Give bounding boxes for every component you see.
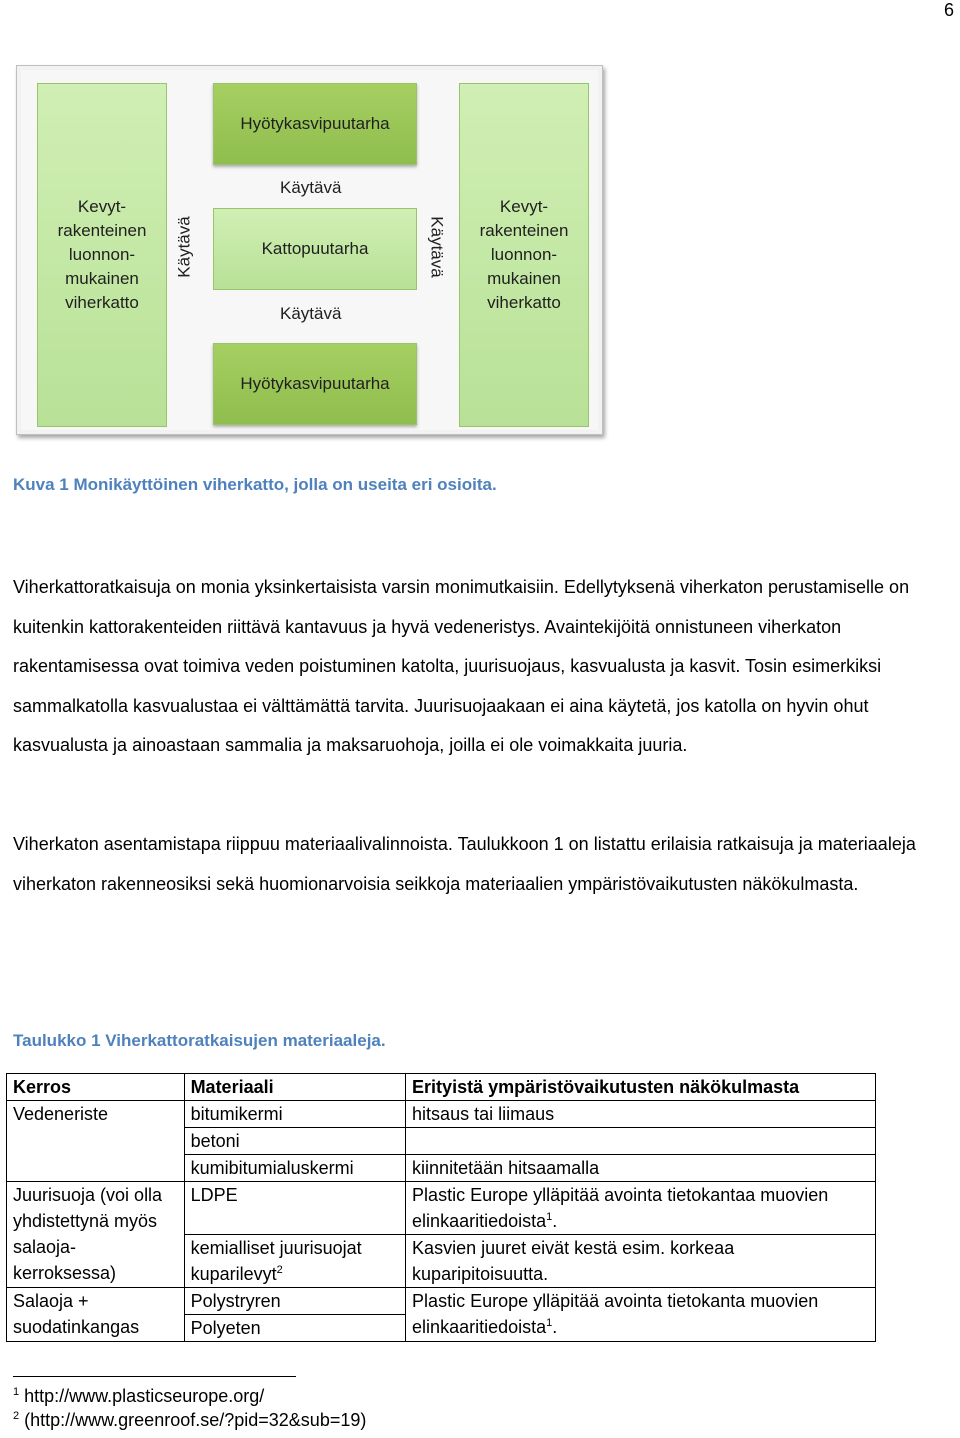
cell-material: betoni bbox=[184, 1128, 405, 1155]
footnote-ref: 1 bbox=[546, 1211, 553, 1223]
left-box-line: viherkatto bbox=[65, 293, 139, 312]
cell-layer: Vedeneriste bbox=[7, 1101, 185, 1182]
cell-layer: Salaoja + suodatinkangas bbox=[7, 1288, 185, 1342]
top-garden-label: Hyötykasvipuutarha bbox=[240, 114, 390, 133]
note-end: . bbox=[552, 1211, 558, 1231]
walkway-bottom-label: Käytävä bbox=[280, 304, 342, 323]
cell-material: kemialliset juurisuojat bbox=[184, 1235, 405, 1262]
footnote-ref: 1 bbox=[546, 1317, 553, 1329]
top-garden-box bbox=[213, 83, 417, 165]
note-end: . bbox=[552, 1317, 558, 1337]
footnote-separator bbox=[13, 1376, 296, 1377]
footnote-link[interactable]: http://www.plasticseurope.org/ bbox=[24, 1386, 265, 1406]
material-text: kuparilevyt bbox=[190, 1264, 277, 1284]
header-layer: Kerros bbox=[7, 1074, 185, 1101]
footnote-number: 2 bbox=[13, 1410, 20, 1422]
note-text: Plastic Europe ylläpitää avointa tietokantaa muovien elinkaaritiedoista bbox=[412, 1185, 829, 1231]
cell-material: LDPE bbox=[184, 1182, 405, 1235]
right-box-line: rakenteinen bbox=[479, 221, 569, 240]
cell-note bbox=[406, 1288, 876, 1342]
left-box-line: luonnon- bbox=[68, 245, 136, 264]
cell-material: Polystryren bbox=[184, 1288, 405, 1315]
cell-note bbox=[406, 1182, 876, 1235]
table-header-row bbox=[7, 1074, 876, 1101]
walkway-top-label: Käytävä bbox=[280, 178, 342, 197]
footnote-number: 1 bbox=[13, 1386, 20, 1398]
cell-layer: Juurisuoja (voi olla yhdistettynä myös salaoja-kerroksessa) bbox=[7, 1182, 185, 1288]
walkway-right-label: Käytävä bbox=[427, 216, 447, 278]
header-material: Materiaali bbox=[184, 1074, 405, 1101]
page-number: 6 bbox=[943, 0, 954, 20]
right-box-line: mukainen bbox=[487, 269, 561, 288]
left-green-roof-box bbox=[37, 83, 167, 427]
right-box-line: viherkatto bbox=[487, 293, 561, 312]
cell-material: kumibitumialuskermi bbox=[184, 1155, 405, 1182]
footnote bbox=[13, 1410, 366, 1431]
header-environment: Erityistä ympäristövaikutusten näkökulmasta bbox=[406, 1074, 876, 1101]
footnote-link[interactable]: (http://www.greenroof.se/?pid=32&sub=19) bbox=[24, 1410, 367, 1430]
figure-caption: Kuva 1 Monikäyttöinen viherkatto, jolla on useita eri osioita. bbox=[13, 475, 497, 494]
left-box-line: mukainen bbox=[65, 269, 139, 288]
footnote-ref: 2 bbox=[276, 1264, 283, 1276]
body-paragraph: Viherkattoratkaisuja on monia yksinkertaisista varsin monimutkaisiin. Edellytyksenä viherkaton perustamiselle on kuitenkin kattorakenteiden riittävä kantavuus ja hyvä vedeneristys. Avaintekijöitä onnistuneen viherkaton rakentamisessa ovat toimiva veden poistuminen katolta, juurisuojaus, kasvualusta ja kasvit. Tosin esimerkiksi sammalkatolla kasvualustaa ei välttämättä tarvita. Juurisuojaakaan ei aina käytetä, jos katolla on hyvin ohut kasvualusta ja ainoastaan sammalia ja maksaruohoja, joilla ei ole voimakkaita juuria. bbox=[13, 577, 910, 755]
bottom-garden-label: Hyötykasvipuutarha bbox=[240, 374, 390, 393]
materials-table bbox=[6, 1073, 876, 1342]
cell-note: hitsaus tai liimaus bbox=[406, 1101, 876, 1128]
left-box-line: rakenteinen bbox=[57, 221, 147, 240]
cell-material: Polyeten bbox=[184, 1315, 405, 1342]
right-box-line: Kevyt- bbox=[499, 197, 549, 216]
cell-note bbox=[406, 1128, 876, 1155]
right-box-line: luonnon- bbox=[490, 245, 558, 264]
note-text: Plastic Europe ylläpitää avointa tietokanta muovien elinkaaritiedoista bbox=[412, 1291, 819, 1337]
walkway-left-label: Käytävä bbox=[174, 216, 194, 278]
right-green-roof-box bbox=[459, 83, 589, 427]
left-box-line: Kevyt- bbox=[77, 197, 127, 216]
table-row bbox=[7, 1182, 876, 1235]
cell-note: kiinnitetään hitsaamalla bbox=[406, 1155, 876, 1182]
bottom-garden-box bbox=[213, 343, 417, 425]
cell-note: Kasvien juuret eivät kestä esim. korkeaa kuparipitoisuutta. bbox=[406, 1235, 876, 1288]
center-roof-garden-label: Kattopuutarha bbox=[261, 239, 369, 258]
body-paragraph: Viherkaton asentamistapa riippuu materiaalivalinnoista. Taulukkoon 1 on listattu erilaisia ratkaisuja ja materiaaleja viherkaton rakenneosiksi sekä huomionarvoisia seikkoja materiaalien ympäristövaikutusten näkökulmasta. bbox=[13, 834, 916, 894]
table-caption: Taulukko 1 Viherkattoratkaisujen materiaaleja. bbox=[13, 1031, 386, 1050]
cell-material: bitumikermi bbox=[184, 1101, 405, 1128]
table-row bbox=[7, 1288, 876, 1315]
green-roof-diagram bbox=[16, 65, 603, 435]
center-roof-garden-box bbox=[213, 208, 417, 290]
table-row bbox=[7, 1101, 876, 1128]
footnote bbox=[13, 1386, 264, 1407]
cell-material bbox=[184, 1261, 405, 1288]
